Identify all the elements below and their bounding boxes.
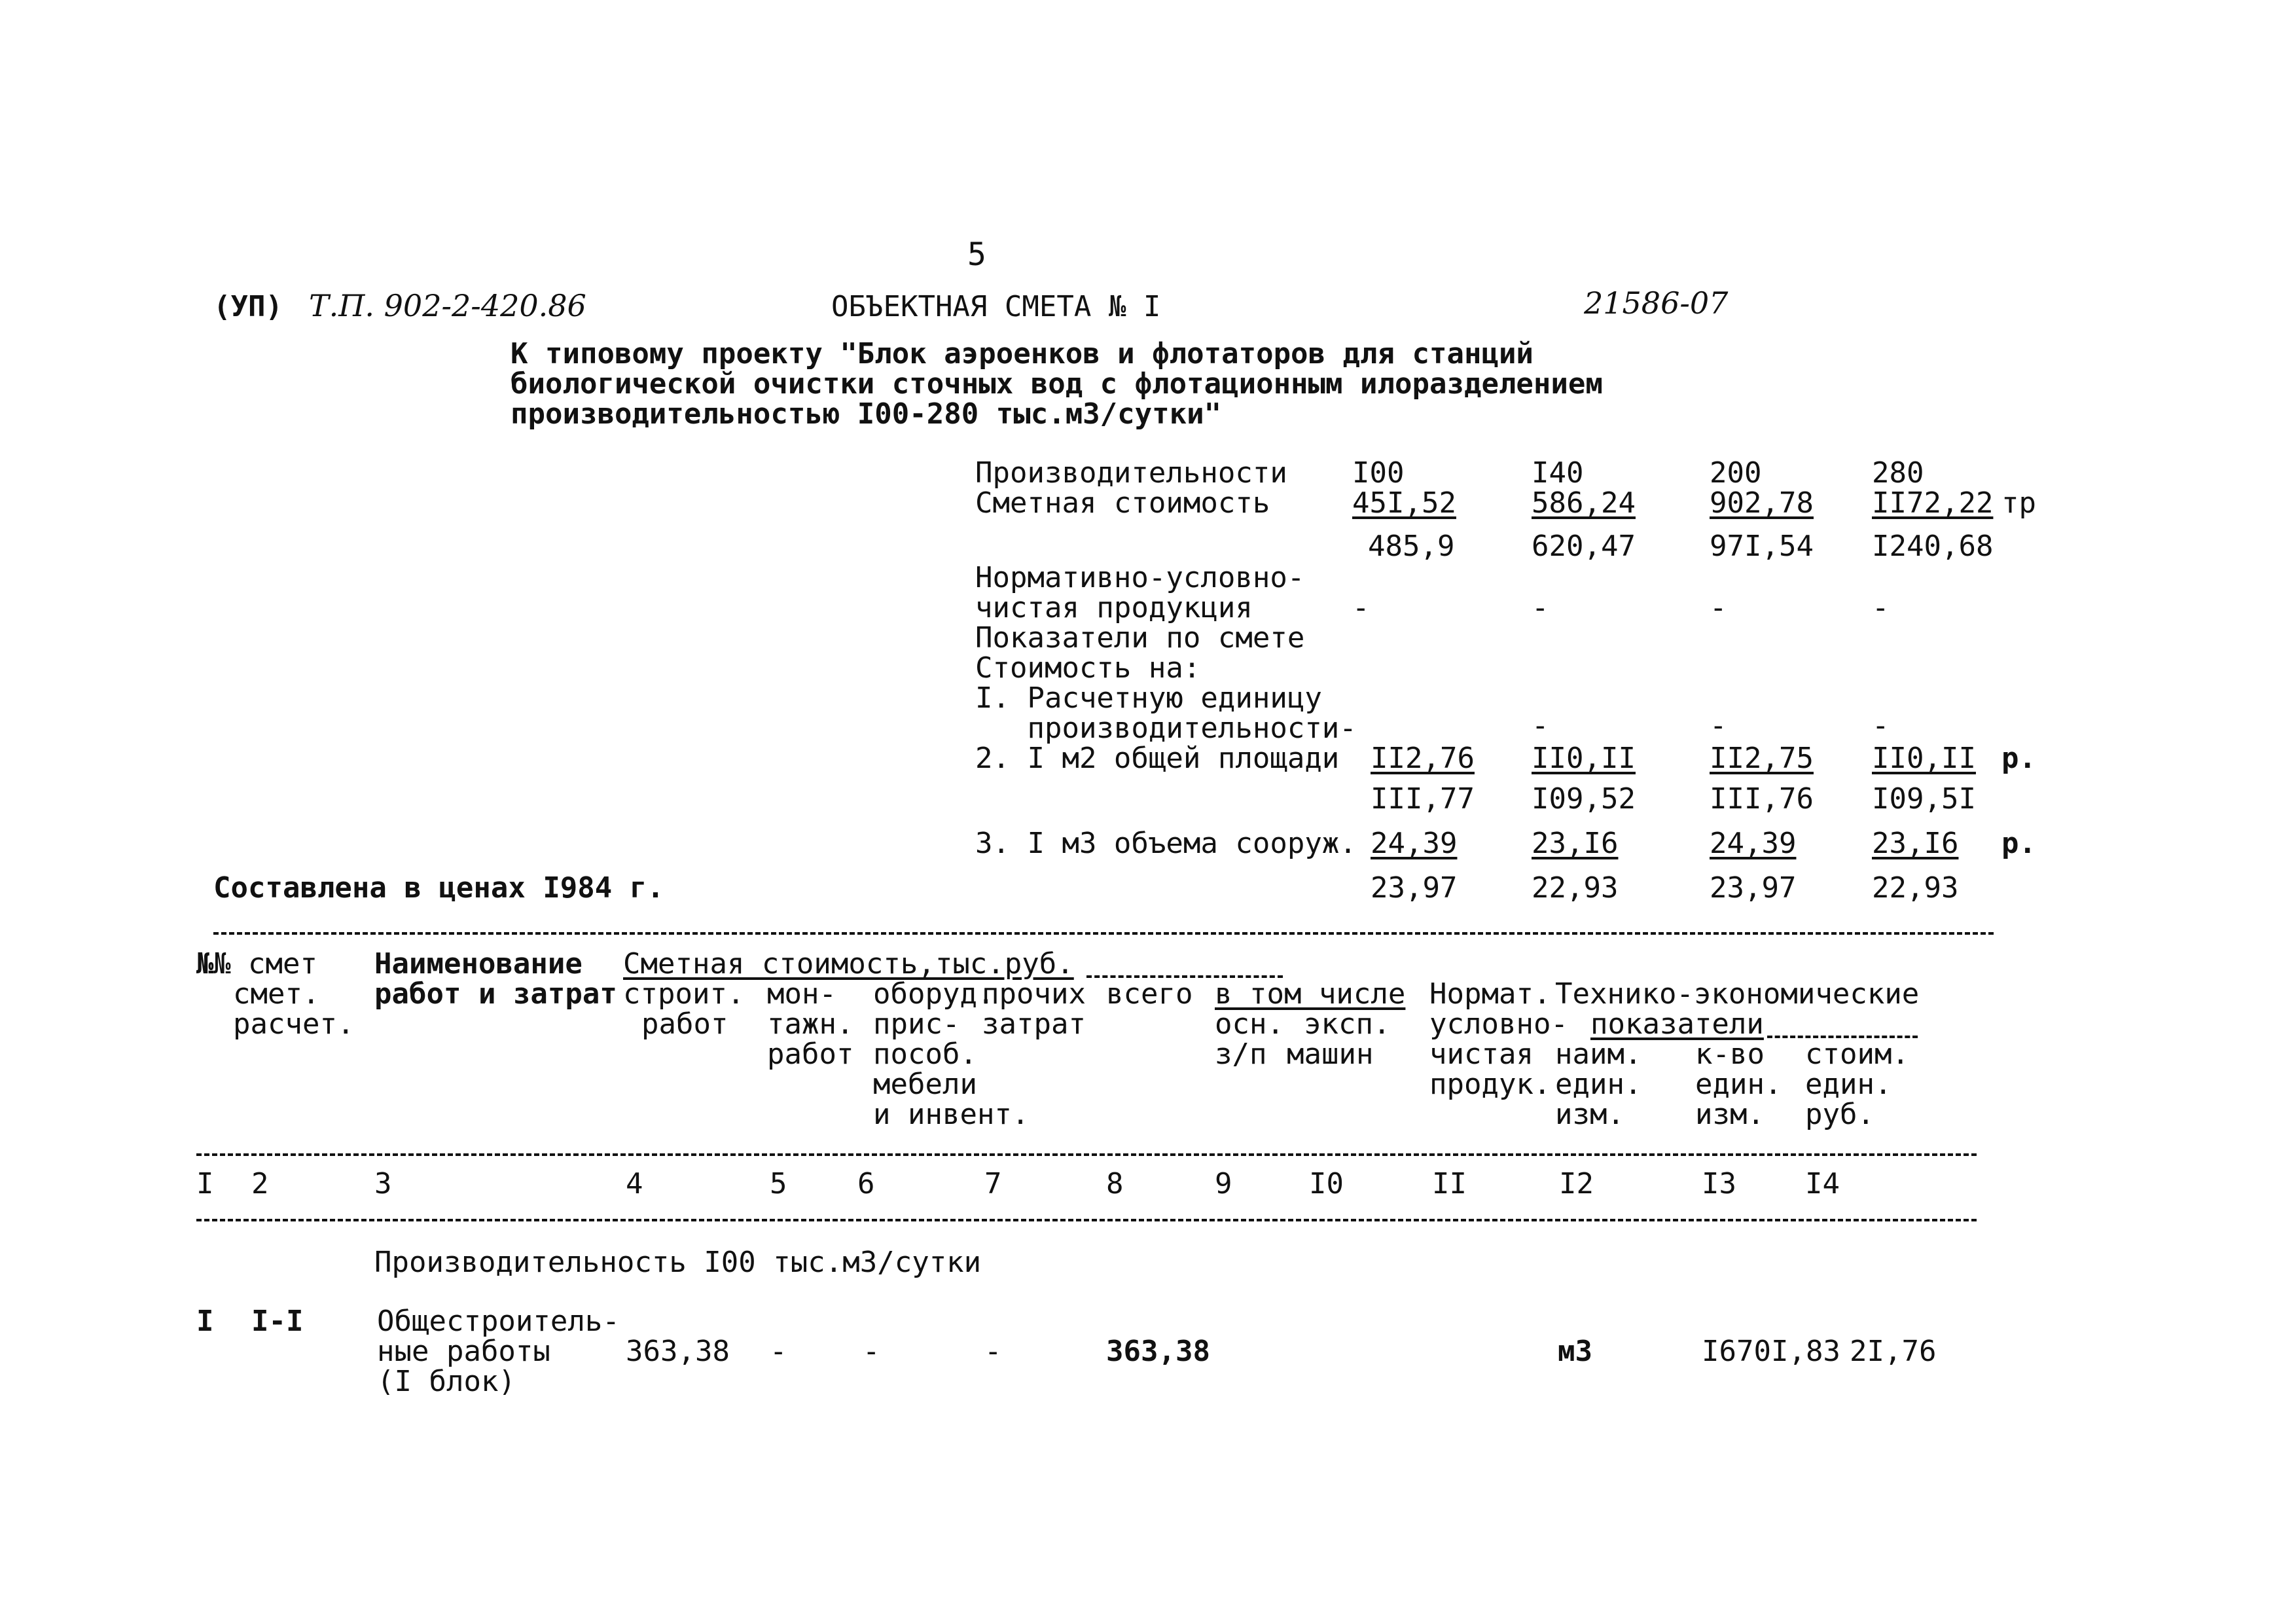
cost-lower-value: 485,9 xyxy=(1368,530,1455,563)
col-header-stoim: един. xyxy=(1805,1068,1892,1101)
item3-lower-value: 23,97 xyxy=(1710,871,1797,905)
col-header-proch: прочих xyxy=(982,977,1086,1011)
document-code: 21586-07 xyxy=(1584,285,1729,321)
col-header-kvo: к-во xyxy=(1695,1038,1765,1071)
col-header-stoim: руб. xyxy=(1805,1098,1874,1131)
item1-label: производительности- xyxy=(975,712,1357,745)
subtitle-line-1: К типовому проекту "Блок аэроенков и флотаторов для станций xyxy=(511,337,1534,370)
item3-suffix: р. xyxy=(2001,827,2036,860)
item1-value: - xyxy=(1872,709,1890,742)
stamp-label: (УП) xyxy=(213,290,283,323)
column-number: 2 xyxy=(251,1167,269,1200)
col-header-name: Наименование xyxy=(374,947,583,981)
section-title: Производительность I00 тыс.м3/сутки xyxy=(374,1246,982,1279)
row-unit: м3 xyxy=(1558,1335,1592,1368)
column-number: I xyxy=(196,1167,214,1200)
column-number: I3 xyxy=(1702,1167,1736,1200)
productivity-value: I40 xyxy=(1532,456,1584,490)
column-number: I0 xyxy=(1309,1167,1344,1200)
cost-value: 45I,52 xyxy=(1352,486,1456,520)
header-bottom-rule xyxy=(196,1153,1977,1156)
row-vsego: 363,38 xyxy=(1106,1335,1210,1368)
row-proch: - xyxy=(984,1335,1002,1368)
row-name: ные работы xyxy=(377,1335,550,1368)
col-header-osn: з/п xyxy=(1215,1038,1267,1071)
item2-lower-value: III,77 xyxy=(1371,782,1475,816)
nup-value: - xyxy=(1872,591,1890,624)
cost-lower-value: 620,47 xyxy=(1532,530,1636,563)
row-unit-cost: 2I,76 xyxy=(1850,1335,1937,1368)
subtitle-line-3: производительностью I00-280 тыс.м3/сутки" xyxy=(511,397,1222,431)
col-header-eksp: машин xyxy=(1287,1038,1374,1071)
column-number: 6 xyxy=(857,1167,875,1200)
cost-per-heading: Стоимость на: xyxy=(975,651,1201,685)
col-header-kvo: изм. xyxy=(1695,1098,1765,1131)
row-name: (I блок) xyxy=(377,1365,516,1398)
item3-lower-value: 22,93 xyxy=(1532,871,1619,905)
item2-value: II2,75 xyxy=(1710,742,1814,775)
item1-value: - xyxy=(1710,709,1727,742)
col-header-tech: Технико-экономические xyxy=(1555,977,1920,1011)
cost-label: Сметная стоимость xyxy=(975,486,1270,520)
row-name: Общестроитель- xyxy=(377,1305,620,1338)
col-header-naim: изм. xyxy=(1555,1098,1624,1131)
col-header-number: расчет. xyxy=(233,1007,355,1041)
column-number: 5 xyxy=(770,1167,787,1200)
col-header-number: № смет xyxy=(213,947,317,981)
item3-lower-value: 22,93 xyxy=(1872,871,1959,905)
column-number: II xyxy=(1432,1167,1467,1200)
col-header-oborud: и инвент. xyxy=(873,1098,1030,1131)
page-number: 5 xyxy=(967,236,986,273)
col-header-osn: осн. xyxy=(1215,1007,1284,1041)
col-header-naim: един. xyxy=(1555,1068,1642,1101)
col-header-proch: затрат xyxy=(982,1007,1086,1041)
item3-value: 24,39 xyxy=(1710,827,1797,860)
item3-lower-value: 23,97 xyxy=(1371,871,1458,905)
tp-number: Т.П. 902-2-420.86 xyxy=(309,288,586,323)
item3-value: 23,I6 xyxy=(1532,827,1619,860)
col-header-norm: чистая xyxy=(1429,1038,1534,1071)
col-header-oborud: оборуд. xyxy=(873,977,995,1011)
col-header-stoim: стоим. xyxy=(1805,1038,1909,1071)
productivity-value: 200 xyxy=(1710,456,1762,490)
col-header-stroit: работ xyxy=(641,1007,728,1041)
col-header-mont: работ xyxy=(767,1038,854,1071)
productivity-value: 280 xyxy=(1872,456,1924,490)
col-header-kvo: един. xyxy=(1695,1068,1782,1101)
col-header-stroit: строит. xyxy=(623,977,745,1011)
numbers-bottom-rule xyxy=(196,1219,1977,1221)
col-header-eksp: эксп. xyxy=(1304,1007,1391,1041)
cost-value: II72,22 xyxy=(1872,486,1994,520)
cost-lower-value: 97I,54 xyxy=(1710,530,1814,563)
nup-label: Нормативно-условно- xyxy=(975,561,1305,594)
item2-suffix: р. xyxy=(2001,742,2036,775)
prices-note: Составлена в ценах I984 г. xyxy=(213,871,664,905)
col-header-vsego: всего xyxy=(1106,977,1193,1011)
col-header-norm: продук. xyxy=(1429,1068,1551,1101)
column-number: 7 xyxy=(984,1167,1002,1200)
col-header-pokaz: показатели xyxy=(1590,1007,1764,1041)
col-header-mont: мон- xyxy=(767,977,836,1011)
col-header-mont: тажн. xyxy=(767,1007,854,1041)
row-quantity: I670I,83 xyxy=(1702,1335,1840,1368)
column-number: 8 xyxy=(1106,1167,1124,1200)
nup-value: - xyxy=(1352,591,1370,624)
col-header-norm: условно- xyxy=(1429,1007,1568,1041)
indicators-heading: Показатели по смете xyxy=(975,621,1305,655)
column-number: 4 xyxy=(626,1167,643,1200)
item2-lower-value: III,76 xyxy=(1710,782,1814,816)
item3-label: 3. I м3 объема сооруж. xyxy=(975,827,1357,860)
item1-value: - xyxy=(1532,709,1549,742)
item3-value: 24,39 xyxy=(1371,827,1458,860)
document-title: ОБЪЕКТНАЯ СМЕТА № I xyxy=(831,290,1161,323)
cost-suffix: тр xyxy=(2001,486,2036,520)
item2-value: II0,II xyxy=(1532,742,1636,775)
item2-lower-value: I09,52 xyxy=(1532,782,1636,816)
nup-value: - xyxy=(1532,591,1549,624)
item3-value: 23,I6 xyxy=(1872,827,1959,860)
col-header-naim: наим. xyxy=(1555,1038,1642,1071)
item2-label: 2. I м2 общей площади xyxy=(975,742,1340,775)
cost-lower-value: I240,68 xyxy=(1872,530,1994,563)
row-mont: - xyxy=(770,1335,787,1368)
col-header-number: смет. xyxy=(233,977,320,1011)
table-top-rule xyxy=(213,932,1994,935)
row-oborud: - xyxy=(863,1335,880,1368)
column-number: 3 xyxy=(374,1167,392,1200)
item2-value: II0,II xyxy=(1872,742,1976,775)
col-header-oborud: прис- xyxy=(873,1007,960,1041)
col-header-oborud: мебели xyxy=(873,1068,977,1101)
productivity-value: I00 xyxy=(1352,456,1405,490)
column-number: 9 xyxy=(1215,1167,1232,1200)
row-number: I xyxy=(196,1305,214,1338)
col-header-norm: Нормат. xyxy=(1429,977,1551,1011)
nup-value: - xyxy=(1710,591,1727,624)
col-header-oborud: пособ. xyxy=(873,1038,977,1071)
row-stroit: 363,38 xyxy=(626,1335,730,1368)
item2-value: II2,76 xyxy=(1371,742,1475,775)
col-header-group: Сметная стоимость,тыс.руб. xyxy=(623,947,1074,981)
item2-lower-value: I09,5I xyxy=(1872,782,1976,816)
productivity-label: Производительности xyxy=(975,456,1287,490)
col-header-name: работ и затрат xyxy=(374,977,617,1011)
cost-value: 902,78 xyxy=(1710,486,1814,520)
subtitle-line-2: биологической очистки сточных вод с флотационным илоразделением xyxy=(511,367,1603,401)
column-number: I2 xyxy=(1559,1167,1594,1200)
cost-value: 586,24 xyxy=(1532,486,1636,520)
item1-label: I. Расчетную единицу xyxy=(975,681,1322,715)
column-number: I4 xyxy=(1805,1167,1840,1200)
col-header-number: № xyxy=(196,947,214,981)
nup-label: чистая продукция xyxy=(975,591,1253,624)
col-header-vtom: в том числе xyxy=(1215,977,1406,1011)
row-estimate-number: I-I xyxy=(251,1305,304,1338)
